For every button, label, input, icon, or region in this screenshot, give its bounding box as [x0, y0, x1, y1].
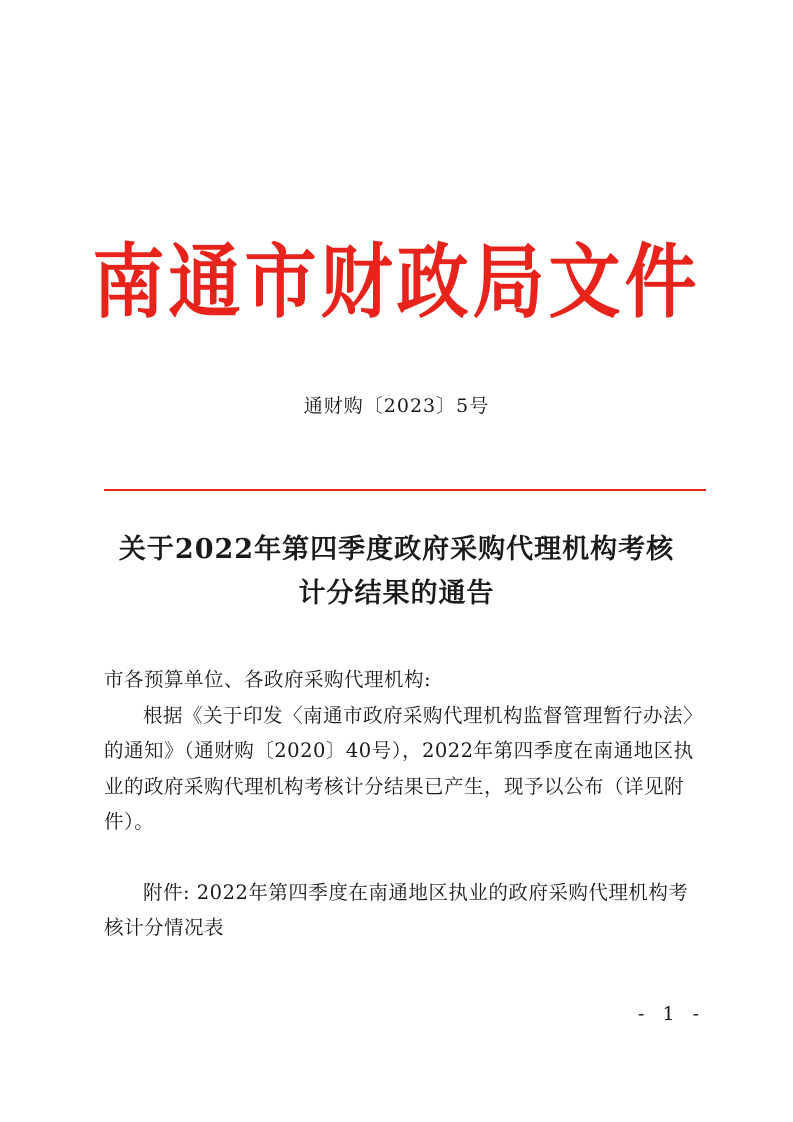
notice-body	[104, 662, 694, 946]
notice-title-line-1: 关于2022年第四季度政府采购代理机构考核	[118, 534, 675, 565]
body-paragraph: 根据《关于印发〈南通市政府采购代理机构监督管理暂行办法〉的通知》（通财购〔2020〕40号），2022年第四季度在南通地区执业的政府采购代理机构考核计分结果已产生，现予以公布（详见附件）。	[104, 703, 694, 833]
page-number: - 1 -	[638, 1003, 706, 1025]
masthead-title: 南通市财政局文件	[92, 234, 701, 329]
notice-title-line-2: 计分结果的通告	[298, 578, 495, 609]
notice-title	[0, 528, 793, 616]
salutation: 市各预算单位、各政府采购代理机构:	[104, 668, 432, 691]
paragraph-spacer	[104, 840, 694, 875]
red-divider-line	[104, 489, 706, 491]
attachment-note: 附件: 2022年第四季度在南通地区执业的政府采购代理机构考核计分情况表	[104, 880, 689, 939]
document-number: 通财购〔2023〕5号	[303, 395, 490, 417]
